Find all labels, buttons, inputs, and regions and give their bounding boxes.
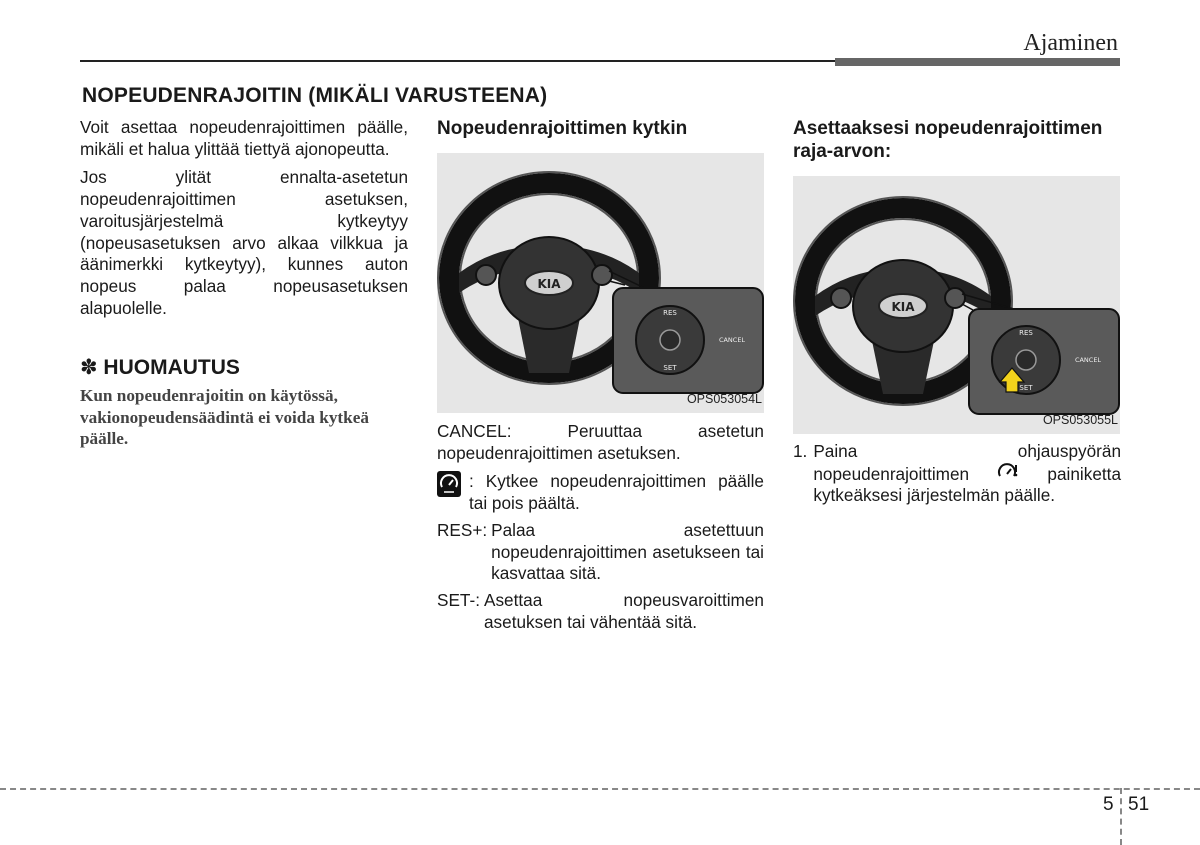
column-intro	[80, 117, 408, 450]
intro-paragraph-1: Voit asettaa nopeudenrajoittimen päälle, mikäli et halua ylittää tiettyä ajonopeutta.	[80, 117, 408, 159]
step-text-before: Paina ohjauspyörän nopeudenrajoittimen	[813, 441, 1121, 484]
footer-divider	[1120, 788, 1122, 845]
cancel-label: CANCEL	[718, 336, 746, 344]
set-item-label: SET-:	[437, 589, 480, 610]
intro-paragraph-2: Jos ylität ennalta-asetetun nopeudenrajoittimen asetuksen, varoitusjärjestelmä kytkeytyy (nopeusasetuksen arvo alkaa vilkkua ja äänimerkki kytkeytyy), kunnes auton nopeus palaa nopeusasetuksen alapuolelle.	[80, 167, 408, 318]
footer-rule	[0, 788, 1200, 790]
set-item	[437, 590, 764, 633]
steering-wheel-illustration-2	[793, 176, 1120, 434]
speed-limiter-icon	[997, 463, 1019, 483]
cancel-label-2: CANCEL	[1074, 356, 1102, 364]
step-1	[793, 441, 1121, 507]
set-item-text: Asettaa nopeusvaroittimen asetuksen tai vähentää sitä.	[483, 589, 764, 632]
step-number: 1.	[793, 441, 808, 461]
figure-code-2: OPS053055L	[1042, 413, 1118, 428]
steering-wheel-figure	[437, 153, 764, 413]
column-switch	[437, 117, 764, 638]
switch-heading: Nopeudenrajoittimen kytkin	[437, 118, 688, 139]
section-title: NOPEUDENRAJOITIN (MIKÄLI VARUSTEENA)	[82, 84, 548, 107]
header-rule	[80, 60, 835, 62]
header-bar	[835, 58, 1120, 66]
res-item	[437, 520, 764, 585]
res-label: RES	[663, 309, 677, 317]
chapter-title: Ajaminen	[1023, 30, 1118, 56]
limiter-switch-item	[437, 471, 764, 514]
page-number: 51	[1128, 794, 1150, 815]
speed-limiter-icon	[437, 471, 461, 497]
steering-wheel-illustration	[437, 153, 764, 413]
cancel-text: CANCEL: Peruuttaa asetetun nopeudenrajoittimen asetuksen.	[437, 421, 764, 463]
chapter-number: 5	[1103, 794, 1114, 815]
limiter-switch-text: : Kytkee nopeudenrajoittimen päälle tai pois päältä.	[469, 471, 764, 514]
note-title: ✽ HUOMAUTUS	[80, 356, 240, 380]
column-setting	[793, 117, 1121, 512]
setting-heading: Asettaaksesi nopeudenrajoittimen raja-arvon:	[793, 118, 1103, 162]
note-text: Kun nopeudenrajoitin on käytössä, vakionopeudensäädintä ei voida kytkeä päälle.	[80, 386, 369, 449]
steering-wheel-figure-2	[793, 176, 1120, 434]
step-text-after: painiketta kytkeäksesi järjestelmän päälle.	[813, 463, 1121, 506]
step-text	[813, 441, 1121, 507]
res-label-2: RES	[1019, 329, 1033, 337]
set-label: SET	[663, 364, 677, 372]
kia-logo-2: KIA	[891, 300, 915, 314]
kia-logo: KIA	[537, 277, 561, 291]
set-label-2: SET	[1019, 384, 1033, 392]
res-item-label: RES+:	[437, 519, 488, 540]
res-item-text: Palaa asetettuun nopeudenrajoittimen asetukseen tai kasvattaa sitä.	[491, 519, 764, 584]
figure-code: OPS053054L	[686, 392, 762, 407]
